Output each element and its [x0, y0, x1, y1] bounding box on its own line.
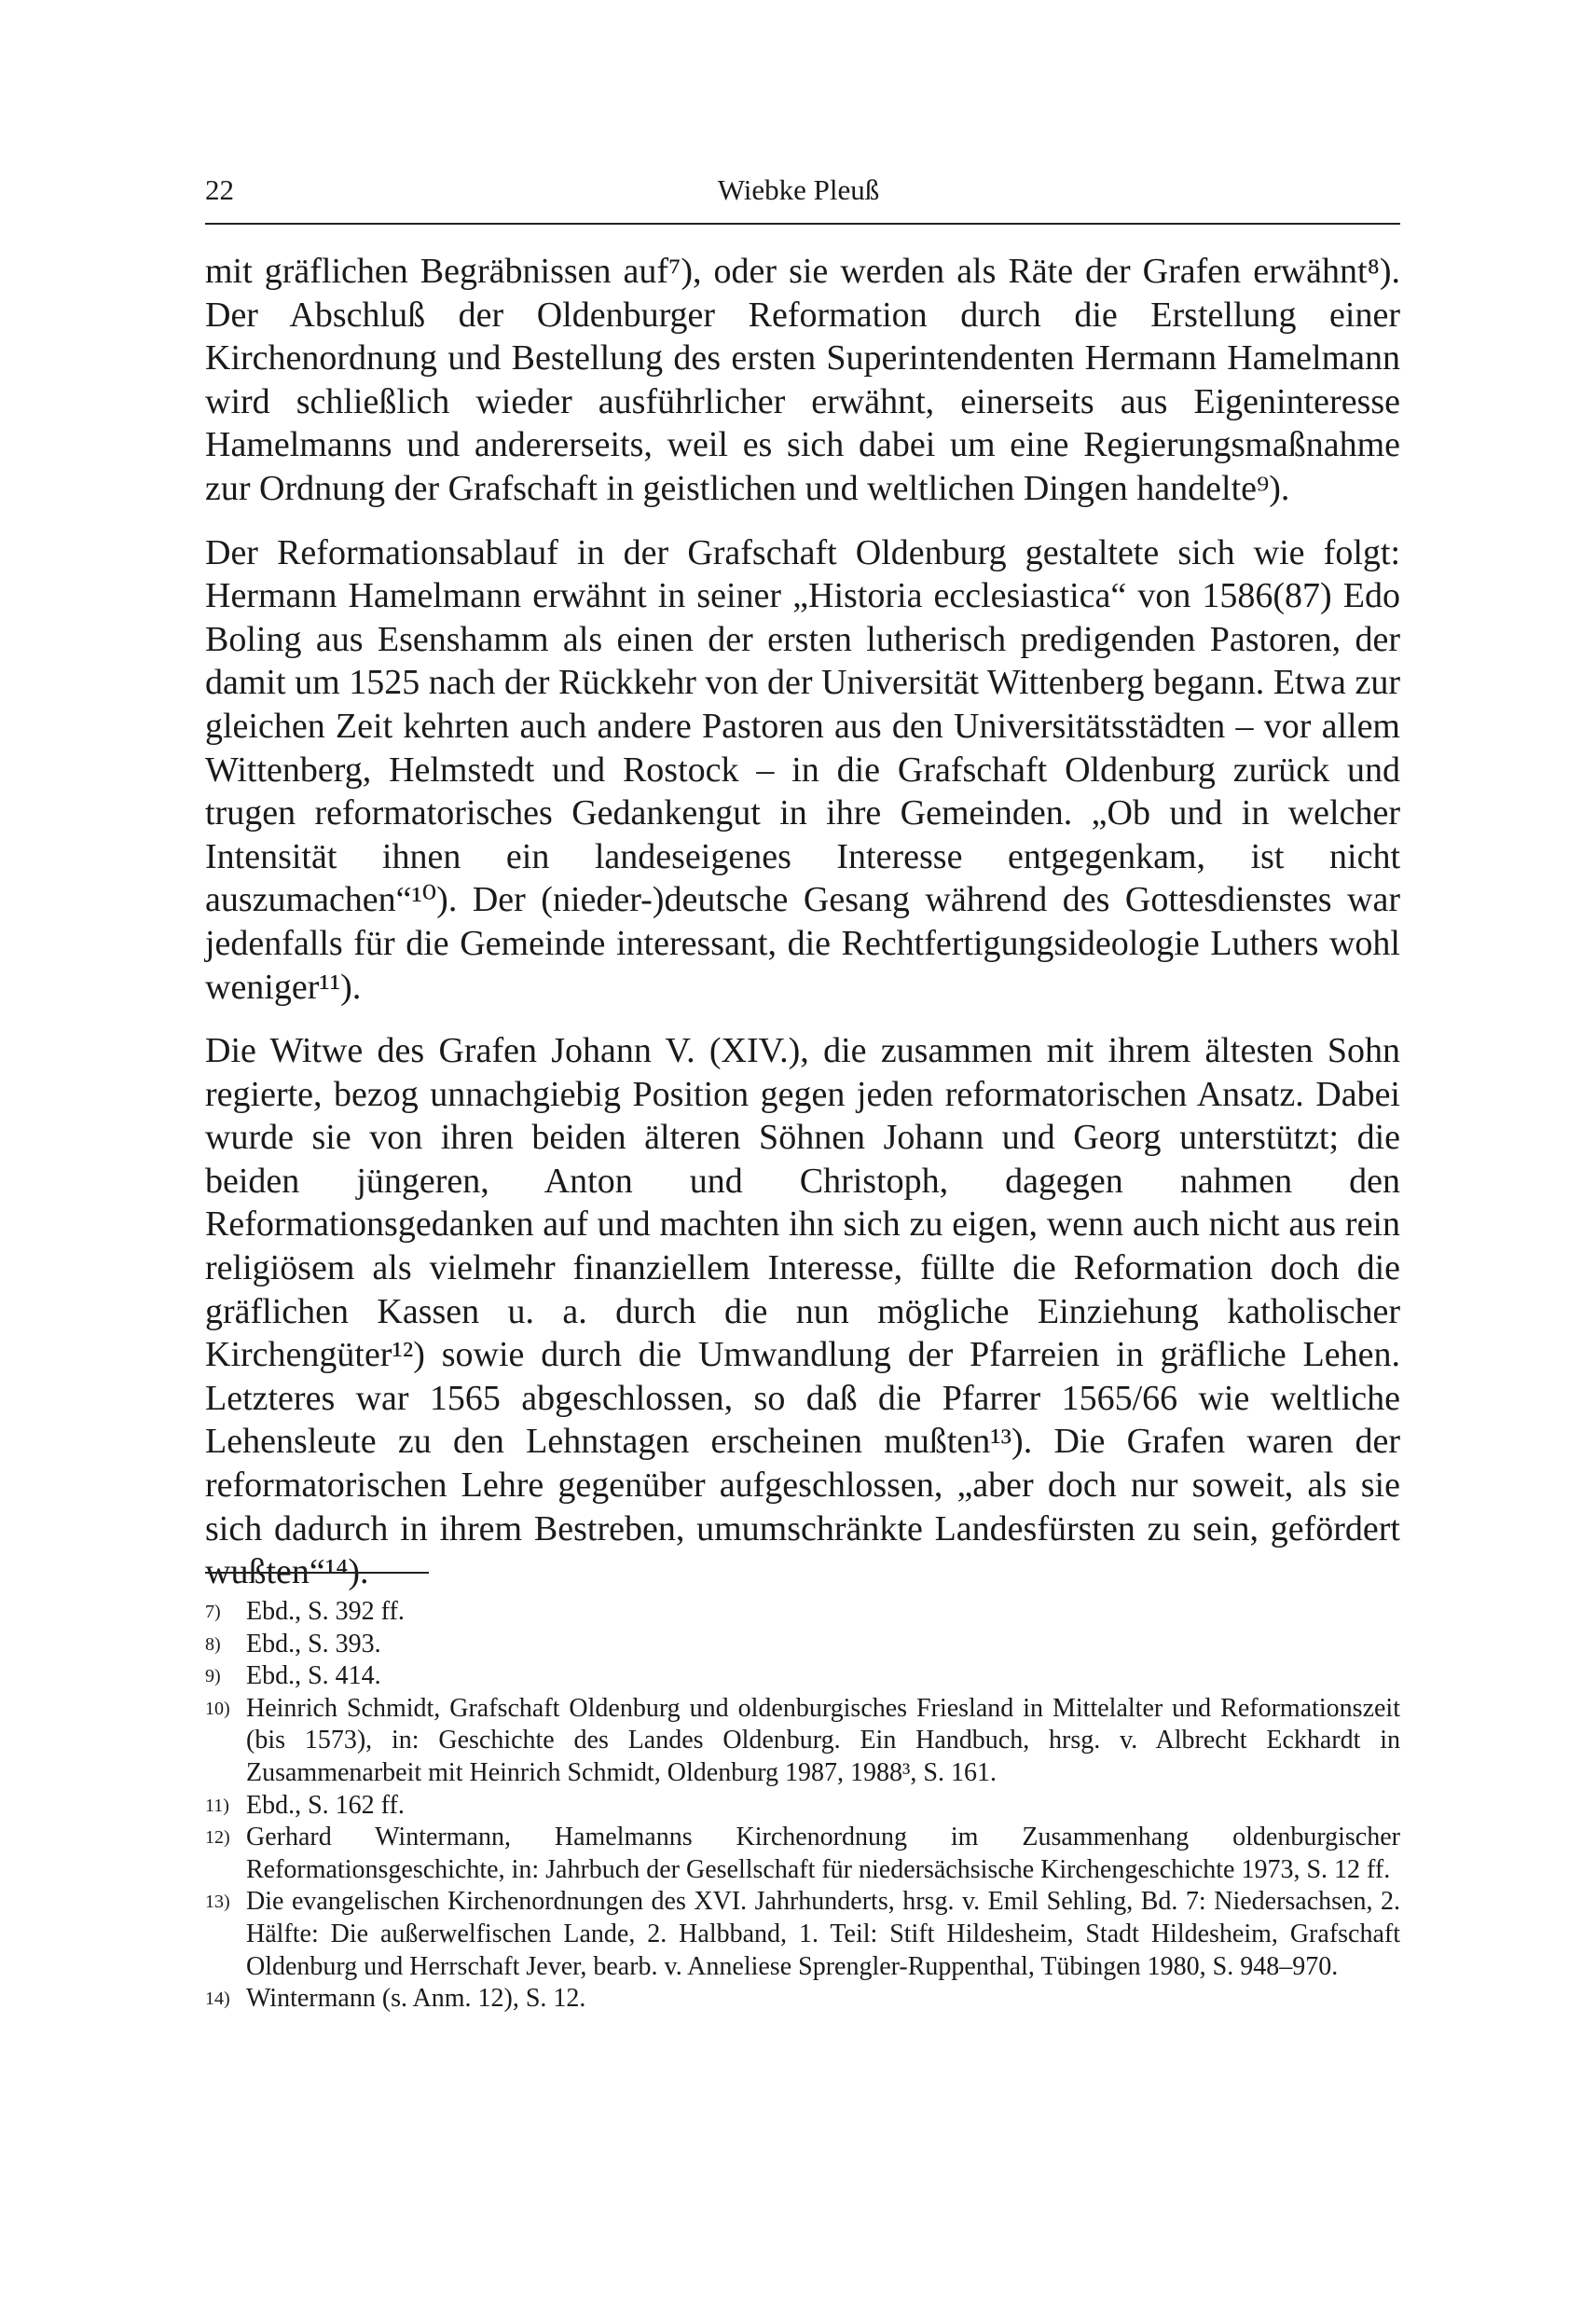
footnote-number: 12): [205, 1827, 230, 1849]
footnote-number: 11): [205, 1795, 229, 1816]
footnote-text: Gerhard Wintermann, Hamelmanns Kirchenordnung im Zusammenhang oldenburgischer Reformationsgeschichte, in: Jahrbuch der Gesellschaft für niedersächsische Kirchengeschichte 1973, S. 12 ff.: [246, 1823, 1400, 1884]
footnote-number: 10): [205, 1698, 230, 1719]
running-header: [205, 173, 1400, 207]
footnote-number: 13): [205, 1892, 230, 1913]
footnote-number: 8): [205, 1633, 221, 1655]
footnote-14: [205, 1983, 1400, 2016]
paragraph-2: Der Reformationsablauf in der Grafschaft Oldenburg gestaltete sich wie folgt: Hermann Hamelmann erwähnt in seiner „Historia ecclesiastica“ von 1586(87) Edo Boling aus Esenshamm als einen der ersten lutherisch predigenden Pastoren, der damit um 1525 nach der Rückkehr von der Universität Wittenberg begann. Etwa zur gleichen Zeit kehrten auch andere Pastoren aus den Universitätsstädten – vor allem Wittenberg, Helmstedt und Rostock – in die Grafschaft Oldenburg zurück und trugen reformatorisches Gedankengut in ihre Gemeinden. „Ob und in welcher Intensität ihnen ein landeseigenes Interesse entgegenkam, ist nicht auszumachen“¹⁰). Der (nieder-)deutsche Gesang während des Gottesdienstes war jedenfalls für die Gemeinde interessant, die Rechtfertigungsideologie Luthers wohl weniger¹¹).: [205, 532, 1400, 1007]
footnote-text: Ebd., S. 162 ff.: [246, 1790, 405, 1820]
main-text: [205, 250, 1400, 1615]
header-rule: [205, 223, 1400, 225]
footnote-8: [205, 1629, 1400, 1661]
footnote-text: Wintermann (s. Anm. 12), S. 12.: [246, 1984, 586, 2014]
footnote-number: 14): [205, 1989, 230, 2010]
page-number: 22: [205, 173, 234, 206]
footnote-13: [205, 1886, 1400, 1983]
footnote-11: [205, 1790, 1400, 1823]
paragraph-3: Die Witwe des Grafen Johann V. (XIV.), die zusammen mit ihrem ältesten Sohn regierte, bezog unnachgiebig Position gegen jeden reformatorischen Ansatz. Dabei wurde sie von ihren beiden älteren Söhnen Johann und Georg unterstützt; die beiden jüngeren, Anton und Christoph, dagegen nahmen den Reformationsgedanken auf und machten ihn sich zu eigen, wenn auch nicht aus rein religiösem als vielmehr finanziellem Interesse, füllte die Reformation doch die gräflichen Kassen u. a. durch die nun mögliche Einziehung katholischer Kirchengüter¹²) sowie durch die Umwandlung der Pfarreien in gräfliche Lehen. Letzteres war 1565 abgeschlossen, so daß die Pfarrer 1565/66 wie weltliche Lehensleute zu den Lehnstagen erscheinen mußten¹³). Die Grafen waren der reformatorischen Lehre gegenüber aufgeschlossen, „aber doch nur soweit, als sie sich dadurch in ihrem Bestreben, umumschränkte Landesfürsten zu sein, gefördert wußten“¹⁴).: [205, 1031, 1400, 1592]
footnote-9: [205, 1660, 1400, 1693]
footnote-12: [205, 1822, 1400, 1886]
footnote-number: 9): [205, 1666, 221, 1687]
footnote-7: [205, 1596, 1400, 1629]
footnote-text: Ebd., S. 392 ff.: [246, 1597, 405, 1626]
footnote-10: [205, 1693, 1400, 1790]
footnote-text: Ebd., S. 414.: [246, 1661, 381, 1691]
footnotes: [205, 1596, 1400, 2016]
footnote-text: Ebd., S. 393.: [246, 1629, 381, 1658]
paragraph-1: mit gräflichen Begräbnissen auf⁷), oder sie werden als Räte der Grafen erwähnt⁸). Der Abschluß der Oldenburger Reformation durch die Erstellung einer Kirchenordnung und Bestellung des ersten Superintendenten Hermann Hamelmann wird schließlich wieder ausführlicher erwähnt, einerseits aus Eigeninteresse Hamelmanns und andererseits, weil es sich dabei um eine Regierungsmaßnahme zur Ordnung der Grafschaft in geistlichen und weltlichen Dingen handelte⁹).: [205, 252, 1400, 508]
footnote-number: 7): [205, 1602, 221, 1622]
running-title-author: Wiebke Pleuß: [717, 173, 880, 206]
footnote-text: Die evangelischen Kirchenordnungen des XVI. Jahrhunderts, hrsg. v. Emil Sehling, Bd. 7: Niedersachsen, 2. Hälfte: Die außerwelfischen Lande, 2. Halbband, 1. Teil: Stift Hildesheim, Stadt Hildesheim, Grafschaft Oldenburg und Herrschaft Jever, bearb. v. Anneliese Sprengler-Ruppenthal, Tübingen 1980, S. 948–970.: [246, 1887, 1400, 1981]
footnote-rule: [205, 1572, 429, 1574]
footnote-text: Heinrich Schmidt, Grafschaft Oldenburg und oldenburgisches Friesland in Mittelalter und Reformationszeit (bis 1573), in: Geschichte des Landes Oldenburg. Ein Handbuch, hrsg. v. Albrecht Eckhardt in Zusammenarbeit mit Heinrich Schmidt, Oldenburg 1987, 1988³, S. 161.: [246, 1693, 1400, 1787]
